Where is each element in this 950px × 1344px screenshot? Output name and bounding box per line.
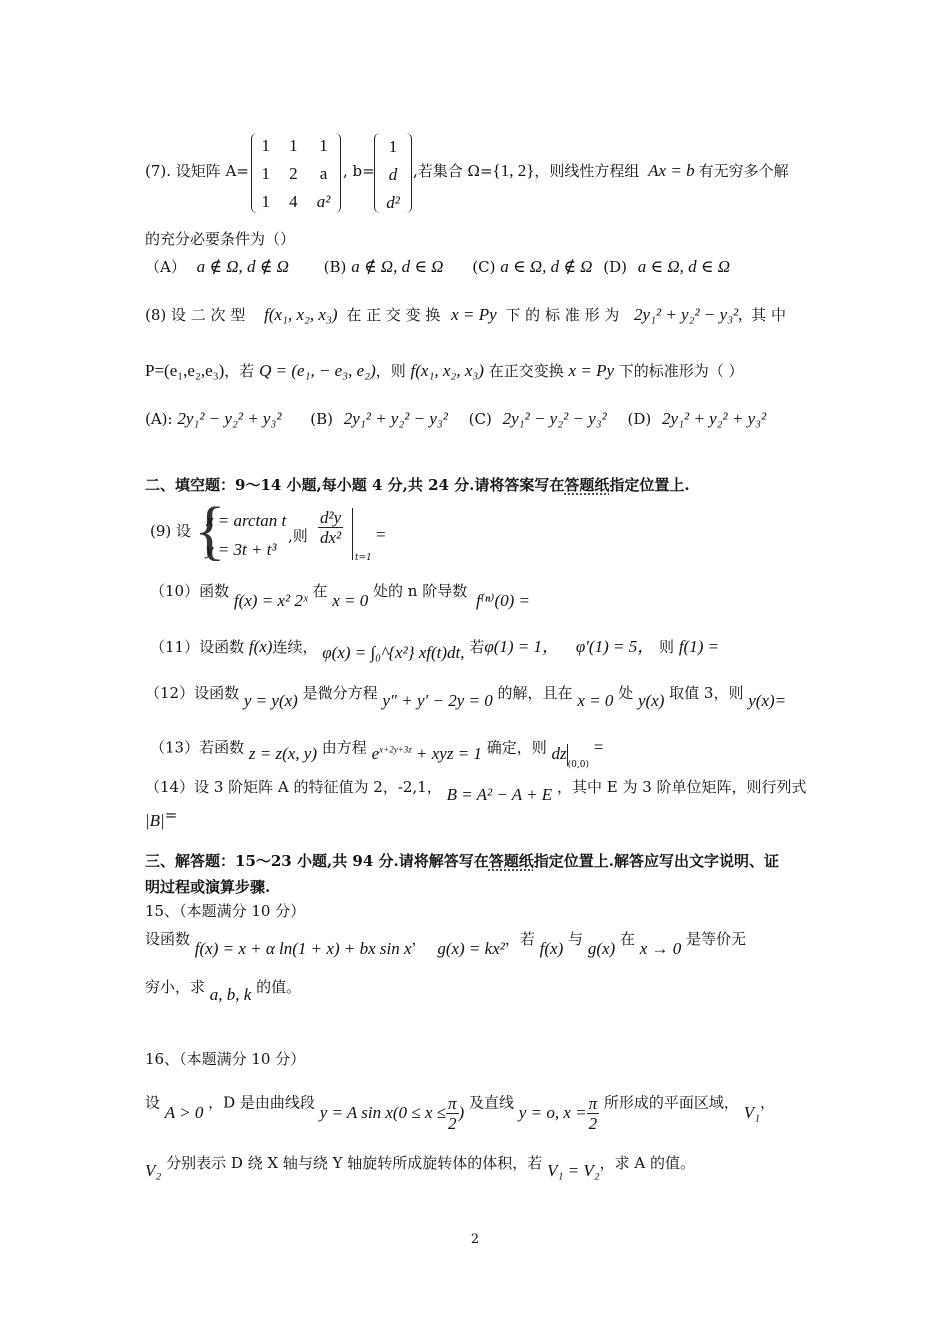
- q16-v2: V₂: [145, 1161, 162, 1180]
- q13-eq-rest: + xyz = 1: [416, 743, 482, 763]
- equation-ax-b: Ax = b: [648, 161, 695, 180]
- q13-at: (0,0): [567, 759, 589, 770]
- q13-eq-exp: x+2y+3z: [379, 744, 412, 754]
- q13-eq-base: e: [371, 743, 380, 763]
- q16-pi-over-2: [446, 1094, 459, 1133]
- q11-line: [150, 636, 720, 662]
- q16-comma: ，: [760, 1093, 776, 1112]
- q12-ask: y(x)=: [748, 691, 787, 710]
- option-b-label: (B): [323, 258, 347, 276]
- q8-form: f(x₁, x₂, x₃): [264, 305, 338, 324]
- b-cell: 1: [388, 137, 398, 156]
- q10-label: （10）函数: [150, 582, 230, 600]
- omega-text: ,若集合 Ω=: [413, 162, 493, 180]
- q8-p-def: P=(e₁,e₂,e₃): [145, 361, 225, 380]
- q9-eval: t=1: [355, 553, 372, 563]
- q8-q-def: Q = (e₁, − e₃, e₂): [259, 361, 376, 380]
- q8-transform2: x = Py: [568, 361, 614, 380]
- q12-text2: 的解，且在: [497, 684, 573, 702]
- omega-set: {1, 2}: [492, 161, 535, 180]
- q7-line1: [145, 160, 249, 182]
- page-number: 2: [470, 1232, 480, 1247]
- q16-text5: ，求 A 的值。: [599, 1154, 696, 1172]
- q8-transform: x = Py: [451, 305, 497, 324]
- q13-line: [150, 732, 604, 770]
- q8-line2: [145, 360, 744, 382]
- option-c-label: (C): [468, 410, 492, 428]
- q7-options: [145, 256, 730, 278]
- q13-func: z = z(x, y): [248, 743, 317, 763]
- q16-pi: π: [448, 1094, 457, 1113]
- q11-text1: 连续，: [272, 638, 318, 656]
- q7-line2-text: 的充分必要条件为（）: [145, 230, 296, 248]
- q12-ode: y″ + y′ − 2y = 0: [382, 691, 493, 710]
- q9-then: ,则: [288, 527, 308, 545]
- q16-label: 设: [145, 1093, 161, 1112]
- q15-and: 与: [568, 930, 584, 948]
- q7-b-label: [343, 160, 375, 182]
- q16-line-a: y = o, x =: [518, 1102, 587, 1122]
- q8-mid3: 在正交变换: [488, 362, 564, 380]
- section-2-title-dots: 答题纸: [564, 476, 610, 494]
- q16-text2: 及直线: [469, 1093, 515, 1112]
- option-d-expr: 2y₁² + y₂² + y₃²: [662, 409, 767, 428]
- section-3-a: 三、解答题：15～23 小题,共 94 分.请将解答写在: [145, 852, 489, 870]
- q12-label: （12）设函数: [145, 684, 240, 702]
- a-cell: 4: [289, 192, 298, 211]
- q11-phi: φ(x) = ∫₀^{x²} xf(t)dt,: [322, 643, 465, 662]
- q10-func: f(x) = x² 2ˣ: [233, 591, 308, 610]
- option-d-expr: a ∈ Ω, d ∈ Ω: [637, 257, 731, 276]
- b-cell: d: [388, 165, 398, 184]
- q15-g: g(x) = kx²: [437, 939, 505, 958]
- q8-if: ，若: [224, 362, 255, 380]
- option-c-label: (C): [472, 258, 496, 276]
- q14-line2: [145, 806, 178, 832]
- q13-text2: 确定，则: [486, 738, 547, 757]
- q8-prefix: (8) 设 二 次 型: [145, 306, 246, 324]
- q7-suffix: 有无穷多个解: [698, 162, 789, 180]
- q15-if: ，若: [504, 930, 535, 948]
- b-cell: d²: [386, 193, 400, 212]
- option-a-label: (A):: [145, 410, 173, 428]
- q13-dz: dz: [551, 743, 567, 763]
- q8-form2: f(x₁, x₂, x₃): [410, 361, 484, 380]
- q14-det: |B|: [145, 811, 165, 830]
- q14-text2: ，其中 E 为 3 阶单位矩阵，则行列式: [556, 778, 807, 796]
- q15-end: 的值。: [256, 978, 302, 996]
- option-c-expr: 2y₁² − y₂² − y₃²: [502, 409, 607, 428]
- q16-text3: 所形成的平面区域，: [603, 1093, 739, 1112]
- q9-eq1: x = arctan t: [206, 511, 287, 530]
- q12-text3: 处: [618, 684, 634, 702]
- q9-label-text: (9) 设: [150, 522, 192, 540]
- option-a-label: （A）: [145, 258, 186, 276]
- q9-fraction: [318, 508, 343, 547]
- q13-text1: 由方程: [321, 738, 367, 757]
- section-3-heading-2: 明过程或演算步骤.: [145, 878, 271, 896]
- q7-line1-rest: [413, 160, 789, 182]
- q10-line: [150, 580, 530, 610]
- q14-equals: =: [164, 806, 178, 824]
- q11-label: （11）设函数: [150, 638, 245, 656]
- a-cell: a²: [316, 192, 331, 211]
- q13-label: （13）若函数: [150, 738, 245, 757]
- q8-mid1: 在 正 交 变 换: [346, 306, 441, 324]
- section-2-title-b: 指定位置上.: [609, 476, 690, 494]
- section-2-heading: [145, 474, 690, 496]
- q10-point: x = 0: [332, 591, 369, 610]
- q14-expr: B = A² − A + E: [446, 785, 553, 804]
- section-2-title-a: 二、填空题：9～14 小题,每小题 4 分,共 24 分.请将答案写在: [145, 476, 565, 494]
- a-cell: 1: [261, 164, 271, 183]
- q10-deriv: f⁽ⁿ⁾(0) =: [476, 591, 530, 610]
- q12-line: [145, 682, 787, 710]
- q15-header: 15、（本题满分 10 分）: [145, 902, 306, 920]
- q14-line1: [145, 776, 807, 804]
- option-a-expr: a ∉ Ω, d ∉ Ω: [196, 257, 289, 276]
- q10-text: 处的 n 阶导数: [373, 582, 468, 600]
- section-3-heading-1: [145, 850, 779, 872]
- a-cell: 1: [261, 192, 271, 211]
- q9-eval-bar: [352, 508, 353, 560]
- q16-pi-over-2b: [587, 1094, 600, 1133]
- q16-header: 16、（本题满分 10 分）: [145, 1050, 306, 1068]
- q8-suffix: 其 中: [751, 306, 786, 324]
- q11-func: f(x): [248, 637, 273, 656]
- q15-fx: f(x): [539, 939, 564, 958]
- q16-text1: ，D 是由曲线段: [208, 1093, 315, 1112]
- q12-text4: 取值 3，则: [669, 684, 744, 702]
- q7-line2: [145, 228, 295, 250]
- q11-if: 若: [469, 638, 485, 656]
- q12-yx: y(x): [637, 691, 665, 710]
- q16-pi-b: π: [588, 1094, 598, 1113]
- option-d-label: (D): [603, 258, 627, 276]
- q8-end: 下的标准形为（ ）: [618, 362, 744, 380]
- option-b-label: (B): [310, 410, 333, 428]
- q9-eq2: y = 3t + t³: [206, 540, 277, 559]
- q8-mid2: 下 的 标 准 形 为: [505, 306, 620, 324]
- q8-line1: [145, 304, 786, 326]
- section-3-b: 指定位置上.解答应写出文字说明、证: [533, 852, 779, 870]
- q7-matrix-a: [251, 133, 341, 213]
- q15-vars: a, b, k: [209, 985, 252, 1004]
- q10-at: 在: [312, 582, 328, 600]
- q7-vector-b: [374, 133, 412, 213]
- a-cell: 1: [289, 136, 298, 155]
- q16-line1: [145, 1084, 776, 1133]
- q8-options: [145, 408, 766, 430]
- a-cell: 1: [261, 136, 271, 155]
- q14-text1: （14）设 3 阶矩阵 A 的特征值为 2，-2,1，: [145, 778, 442, 796]
- q12-func: y = y(x): [243, 691, 298, 710]
- q9-numerator: d²y: [320, 508, 342, 527]
- q16-two-b: 2: [588, 1114, 598, 1133]
- q11-c1: φ(1) = 1，: [484, 637, 560, 656]
- q16-text4: 分别表示 D 绕 X 轴与绕 Y 轴旋转所成旋转体的体积，若: [166, 1154, 543, 1172]
- q11-then: 则: [659, 638, 675, 656]
- a-cell: a: [319, 164, 328, 183]
- a-cell: 2: [289, 164, 298, 183]
- q11-ask: f(1) =: [678, 637, 720, 656]
- q9-derivative: [318, 508, 343, 547]
- q9-brace: {: [194, 494, 226, 567]
- q12-point: x = 0: [577, 691, 614, 710]
- q9-denominator: dx²: [320, 528, 342, 547]
- q9-label: [150, 520, 191, 542]
- q7-prefix: (7). 设矩阵 A=: [145, 162, 249, 180]
- option-c-expr: a ∈ Ω, d ∉ Ω: [500, 257, 593, 276]
- q15-gx: g(x): [587, 939, 616, 958]
- q15-line2-text: 穷小，求: [145, 978, 206, 996]
- option-b-expr: a ∉ Ω, d ∈ Ω: [351, 257, 444, 276]
- option-b-expr: 2y₁² + y₂² − y₃²: [343, 409, 448, 428]
- option-a-expr: 2y₁² − y₂² + y₃²: [177, 409, 282, 428]
- q15-at: 在: [619, 930, 635, 948]
- q16-two: 2: [448, 1114, 457, 1133]
- system-text: ，则线性方程组: [534, 162, 640, 180]
- q16-curve-a: y = A sin x(0 ≤ x ≤: [319, 1102, 447, 1122]
- q15-limit: x → 0: [639, 939, 682, 958]
- q15-line2: [145, 976, 302, 1004]
- q9-equals: =: [376, 525, 386, 544]
- q16-line2: [145, 1152, 696, 1180]
- q16-cond: A > 0: [164, 1102, 204, 1122]
- q16-v1: V₁: [743, 1102, 760, 1122]
- q15-text: 是等价无: [686, 930, 747, 948]
- b-label: , b=: [343, 162, 375, 180]
- section-3-dots: 答题纸: [488, 852, 534, 870]
- option-d-label: (D): [627, 410, 652, 428]
- q15-label: 设函数: [145, 930, 191, 948]
- q16-eq: V₁ = V₂: [547, 1161, 600, 1180]
- q15-line1: [145, 928, 747, 958]
- q16-curve-b: ): [458, 1102, 465, 1122]
- q15-f: f(x) = x + α ln(1 + x) + bx sin x: [194, 939, 412, 958]
- q13-equals: =: [593, 737, 604, 757]
- a-cell: 1: [319, 136, 328, 155]
- q15-comma: ，: [411, 930, 427, 948]
- q11-c2: φ′(1) = 5，: [575, 637, 655, 656]
- q12-text1: 是微分方程: [302, 684, 378, 702]
- q8-std-form: 2y₁² + y₂² − y₃²,: [634, 305, 743, 324]
- q8-then: ，则: [375, 362, 406, 380]
